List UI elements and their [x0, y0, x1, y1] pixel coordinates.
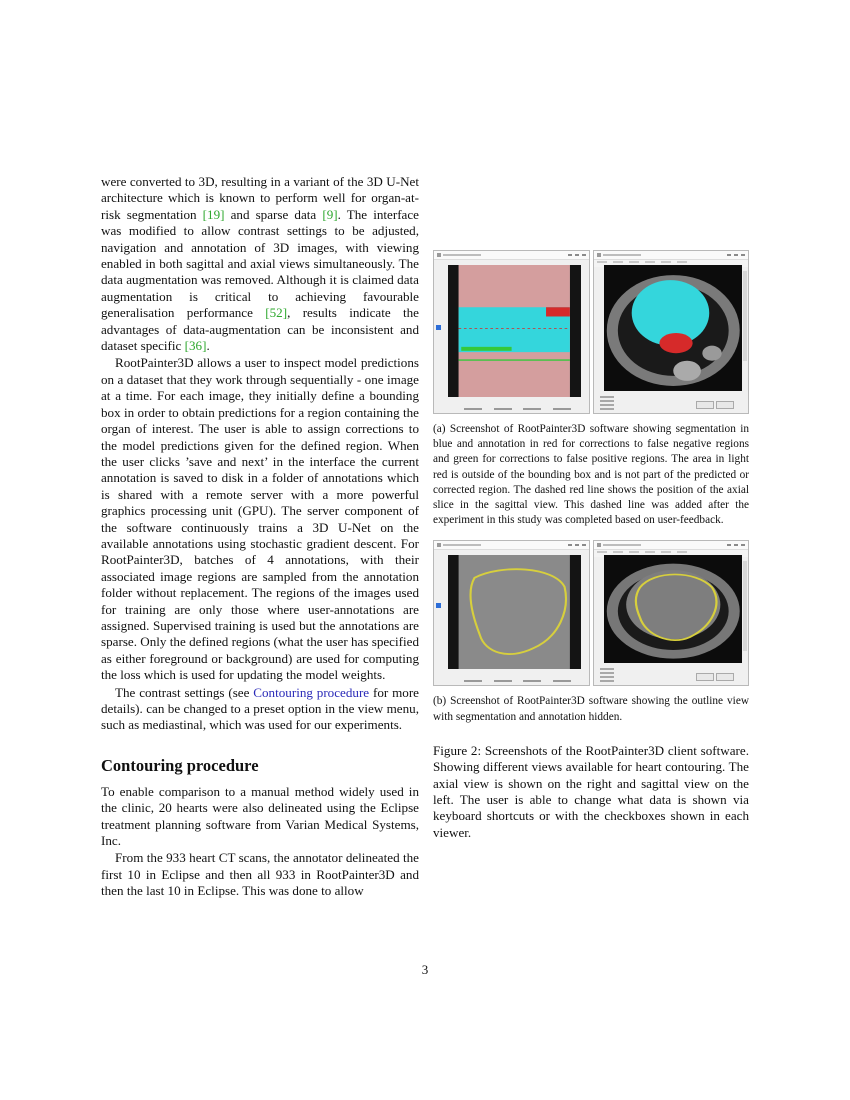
citation-52[interactable]: [52]	[265, 305, 288, 321]
text-run: and sparse data	[224, 206, 323, 222]
axial-outline-window	[593, 540, 750, 686]
paragraph-workflow: RootPainter3D allows a user to inspect model predictions on a dataset that they work through sequentially - one image at a time. For each image, they initially define a bounding box in order to obtain predictions for a region containing the organ of interest. The user is able to assign corrections to the model predictions given for the defined region. When the user clicks ’save and next’ in the interface the current annotation is saved to disk in a folder of annotations which is shared with a remote server with a more powerful graphics processing unit (GPU). The server component of the software continuously trains a 3D U-Net on the available annotations using stochastic gradient descent. For RootPainter3D, batches of 4 annotations, with their associated image regions are sampled from the annotation folder without replacement. The regions of the images used for training are only those where user-annotations are assigned. Supervised training is used but the annotations are sparse. Only the defined regions (what the user has specified as either foreground or background) are used for computing the loss which is used for updating the model weights.	[101, 355, 419, 683]
maximize-icon	[734, 544, 738, 546]
paragraph-annotator: From the 933 heart CT scans, the annotator delineated the first 10 in Eclipse and then all 933 in RootPainter3D and then the last 10 in Eclipse. This was done to allow	[101, 850, 419, 899]
viewer-checkboxes[interactable]	[600, 668, 614, 682]
minimize-icon	[727, 544, 731, 546]
section-link-contouring[interactable]: Contouring procedure	[253, 684, 370, 700]
sagittal-outline-image	[448, 555, 581, 669]
sagittal-outline-window	[433, 540, 590, 686]
viewer-button-1	[696, 673, 714, 681]
viewer-footer-nav	[464, 408, 571, 410]
viewer-checkboxes[interactable]	[600, 396, 614, 410]
paragraph-eclipse: To enable comparison to a manual method widely used in the clinic, 20 hearts were also delineated using the Eclipse treatment planning software from Varian Medical Systems, Inc.	[101, 783, 419, 849]
viewer-button-2	[716, 401, 734, 409]
close-icon	[741, 544, 745, 546]
window-titlebar	[434, 541, 589, 550]
slice-scrollbar[interactable]	[743, 271, 747, 361]
axial-outline-view	[604, 555, 743, 663]
close-icon	[741, 254, 745, 256]
axial-outline-image	[604, 555, 743, 663]
paragraph-architecture	[101, 174, 419, 354]
left-column	[101, 174, 419, 900]
slice-nav-arrow-icon	[436, 603, 441, 608]
window-controls	[568, 544, 586, 546]
text-run: .	[206, 338, 210, 354]
maximize-icon	[575, 254, 579, 256]
minimize-icon	[568, 254, 572, 256]
page-number: 3	[421, 962, 429, 977]
viewer-buttons[interactable]	[696, 401, 734, 409]
window-controls	[568, 254, 586, 256]
figure-caption: Figure 2: Screenshots of the RootPainter3D client software. Showing different views available for heart contouring. The axial view is shown on the right and sagittal view on the left. The user is able to change what data is shown via keyboard shortcuts or with the checkboxes shown in each viewer.	[433, 742, 749, 840]
figure-2	[433, 250, 749, 841]
citation-19[interactable]: [19]	[202, 206, 225, 222]
window-title-placeholder	[603, 254, 641, 256]
false-positive-annotation	[461, 347, 511, 351]
app-icon	[597, 543, 601, 547]
subfigure-a-screenshots	[433, 250, 749, 414]
window-title-placeholder	[603, 544, 641, 546]
citation-36[interactable]: [36]	[184, 338, 207, 354]
false-negative-annotation	[659, 333, 692, 353]
maximize-icon	[575, 544, 579, 546]
slice-scrollbar[interactable]	[743, 561, 747, 651]
text-run: were converted to 3D, resulting in a variant of the 3D U-Net architecture which is known to perform well for organ-at-risk segmentation	[101, 174, 419, 222]
axial-viewer-window	[593, 250, 750, 414]
window-title-placeholder	[443, 544, 481, 546]
citation-9[interactable]: [9]	[322, 206, 338, 222]
caption-subfigure-a: (a) Screenshot of RootPainter3D software showing segmentation in blue and annotation in red for corrections to false negative regions and green for corrections to false positive regions. The area in light red is outside of the bounding box and is not part of the predicted or corrected region. The dashed red line shows the position of the axial slice in the sagittal view. This dashed line was added after the experiment in this study was completed based on user-feedback.	[433, 423, 749, 527]
app-icon	[437, 543, 441, 547]
text-run: , results indicate the advantages of data-augmentation can be inconsistent and dataset specific	[101, 305, 419, 354]
viewer-button-1	[696, 401, 714, 409]
sagittal-ct-image	[448, 265, 581, 397]
slice-nav-arrow-icon	[436, 325, 441, 330]
sagittal-viewer-window	[433, 250, 590, 414]
axial-ct-image	[604, 265, 743, 391]
minimize-icon	[727, 254, 731, 256]
text-run: The contrast settings (see	[115, 684, 254, 700]
viewer-footer-nav	[464, 680, 571, 682]
window-title-placeholder	[443, 254, 481, 256]
window-titlebar	[594, 541, 749, 550]
text-run: . The interface was modified to allow contrast settings to be adjusted, navigation and annotation of 3D images, with viewing enabled in both sagittal and axial views simultaneously. The data augmentation was removed. Although it is claimed data augmentation is critical to achieving favourable generalisation performance	[101, 206, 419, 321]
close-icon	[582, 544, 586, 546]
sagittal-ct-view	[448, 265, 581, 397]
close-icon	[582, 254, 586, 256]
caption-subfigure-b: (b) Screenshot of RootPainter3D software showing the outline view with segmentation and annotation hidden.	[433, 695, 749, 723]
false-negative-annotation	[546, 307, 570, 316]
sagittal-outline-view	[448, 555, 581, 669]
window-controls	[727, 544, 745, 546]
text-run: for more details). can be changed to a preset option in the view menu, such as mediastinal, which was used for our experiments.	[101, 684, 419, 733]
window-titlebar	[594, 251, 749, 260]
window-titlebar	[434, 251, 589, 260]
axial-ct-view	[604, 265, 743, 391]
window-controls	[727, 254, 745, 256]
minimize-icon	[568, 544, 572, 546]
app-icon	[437, 253, 441, 257]
subfigure-b-screenshots	[433, 540, 749, 686]
app-icon	[597, 253, 601, 257]
paragraph-contrast	[101, 685, 419, 734]
maximize-icon	[734, 254, 738, 256]
viewer-buttons[interactable]	[696, 673, 734, 681]
section-heading-contouring: Contouring procedure	[101, 755, 259, 775]
viewer-button-2	[716, 673, 734, 681]
